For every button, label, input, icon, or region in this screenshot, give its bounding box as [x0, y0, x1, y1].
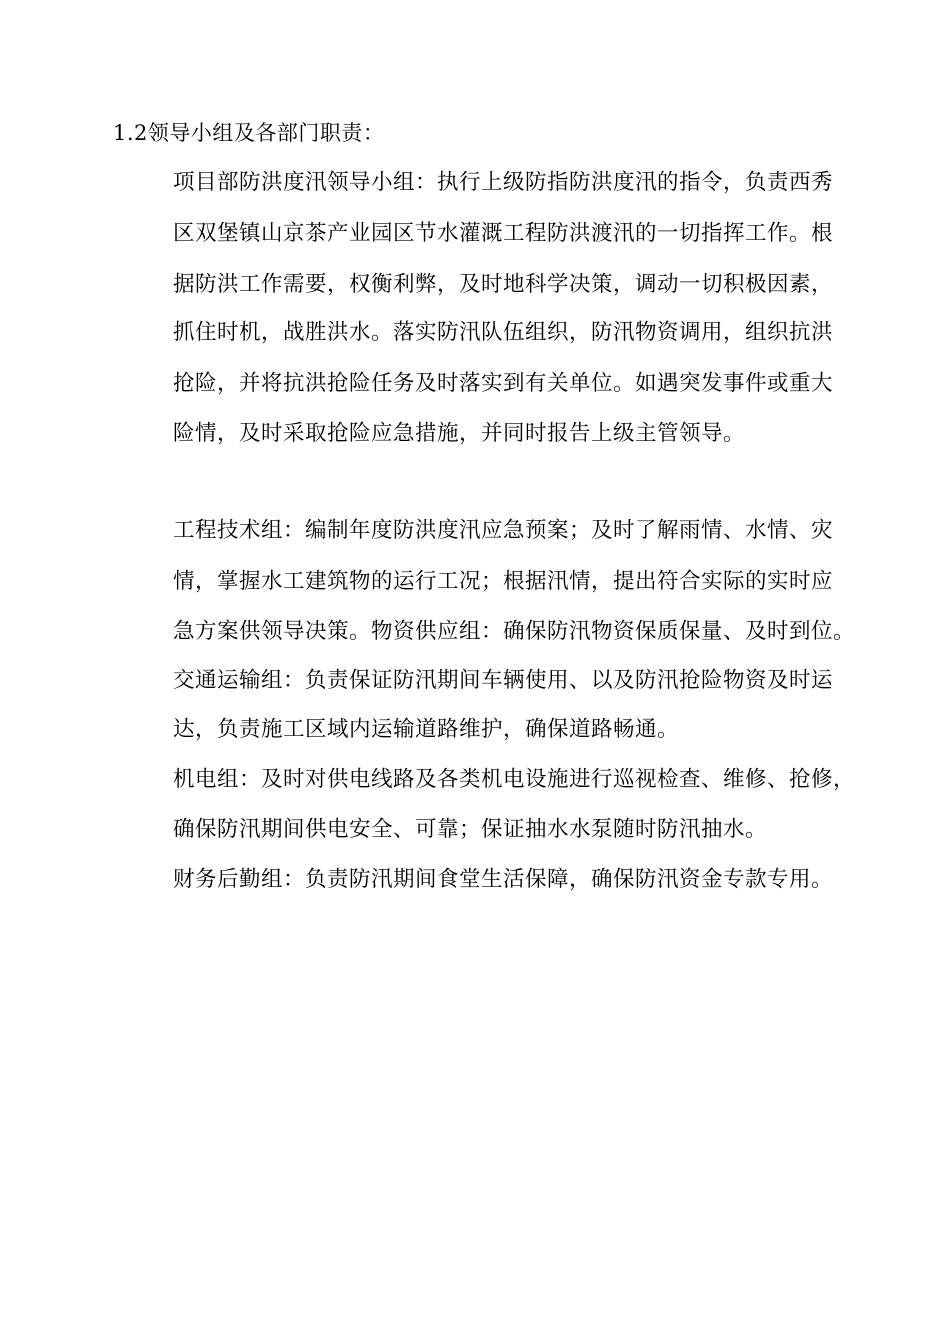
leadership-group-line-5: 抢险，并将抗洪抢险任务及时落实到有关单位。如遇突发事件或重大: [173, 371, 834, 396]
section-heading: 1.2领导小组及各部门职责：: [113, 121, 385, 145]
transport-group-line-2: 达，负责施工区域内运输道路维护，确保道路畅通。: [173, 717, 680, 742]
transport-group-line-1: 交通运输组：负责保证防汛期间车辆使用、以及防汛抢险物资及时运: [173, 668, 834, 693]
electromechanical-group-line-2: 确保防汛期间供电安全、可靠；保证抽水水泵随时防汛抽水。: [173, 817, 768, 842]
leadership-group-line-4: 抓住时机，战胜洪水。落实防汛队伍组织，防汛物资调用，组织抗洪: [173, 320, 834, 345]
finance-logistics-group-line: 财务后勤组：负责防汛期间食堂生活保障，确保防汛资金专款专用。: [173, 867, 834, 892]
leadership-group-line-6: 险情，及时采取抢险应急措施，并同时报告上级主管领导。: [173, 421, 746, 446]
technical-group-line-2: 情，掌握水工建筑物的运行工况；根据汛情，提出符合实际的实时应: [173, 569, 834, 594]
technical-group-line-3: 急方案供领导决策。物资供应组：确保防汛物资保质保量、及时到位。: [173, 619, 856, 644]
electromechanical-group-line-1: 机电组：及时对供电线路及各类机电设施进行巡视检查、维修、抢修，: [173, 767, 856, 792]
technical-group-line-1: 工程技术组：编制年度防洪度汛应急预案；及时了解雨情、水情、灾: [173, 518, 834, 543]
leadership-group-line-3: 据防洪工作需要，权衡利弊，及时地科学决策，调动一切积极因素，: [173, 272, 834, 297]
leadership-group-line-2: 区双堡镇山京茶产业园区节水灌溉工程防洪渡汛的一切指挥工作。根: [173, 221, 834, 246]
leadership-group-line-1: 项目部防洪度汛领导小组：执行上级防指防洪度汛的指令，负责西秀: [173, 170, 834, 195]
